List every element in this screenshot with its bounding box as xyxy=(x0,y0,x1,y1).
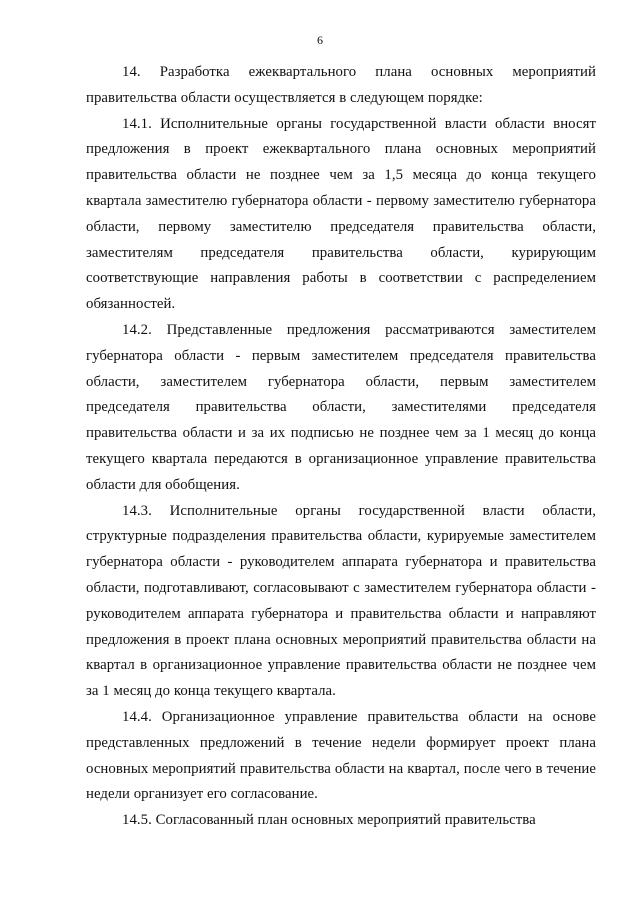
document-body xyxy=(86,60,596,834)
paragraph-14: 14. Разработка ежеквартального плана основных мероприятий правительства области осуществляется в следующем порядке: xyxy=(86,64,596,106)
paragraph-14-4: 14.4. Организационное управление правительства области на основе представленных предложений в течение недели формирует проект плана основных мероприятий правительства области на квартал, после чего в течение недели организует его согласование. xyxy=(86,708,596,803)
paragraph-14-1: 14.1. Исполнительные органы государственной власти области вносят предложения в проект ежеквартального плана основных мероприятий правительства области не позднее чем за 1,5 месяца до конца текущего квартала заместителю губернатора области - первому заместителю губернатора области, первому заместителю председателя правительства области, заместителям председателя правительства области, курирующим соответствующие направления работы в соответствии с распределением обязанностей. xyxy=(86,115,596,313)
paragraph-14-5: 14.5. Согласованный план основных мероприятий правительства xyxy=(122,812,536,829)
paragraph-14-3: 14.3. Исполнительные органы государственной власти области, структурные подразделения правительства области, курируемые заместителем губернатора области - руководителем аппарата губернатора и правительства области, подготавливают, согласовывают с заместителем губернатора области - руководителем аппарата губернатора и правительства области и направляют предложения в проект плана основных мероприятий правительства области на квартал в организационное управление правительства области не позднее чем за 1 месяц до конца текущего квартала. xyxy=(86,502,596,700)
paragraph-14-2: 14.2. Представленные предложения рассматриваются заместителем губернатора области - первым заместителем председателя правительства области, заместителем губернатора области, первым заместителем председателя правительства области, заместителями председателя правительства области и за их подписью не позднее чем за 1 месяц до конца текущего квартала передаются в организационное управление правительства области для обобщения. xyxy=(86,321,596,493)
page-number: 6 xyxy=(317,33,323,47)
